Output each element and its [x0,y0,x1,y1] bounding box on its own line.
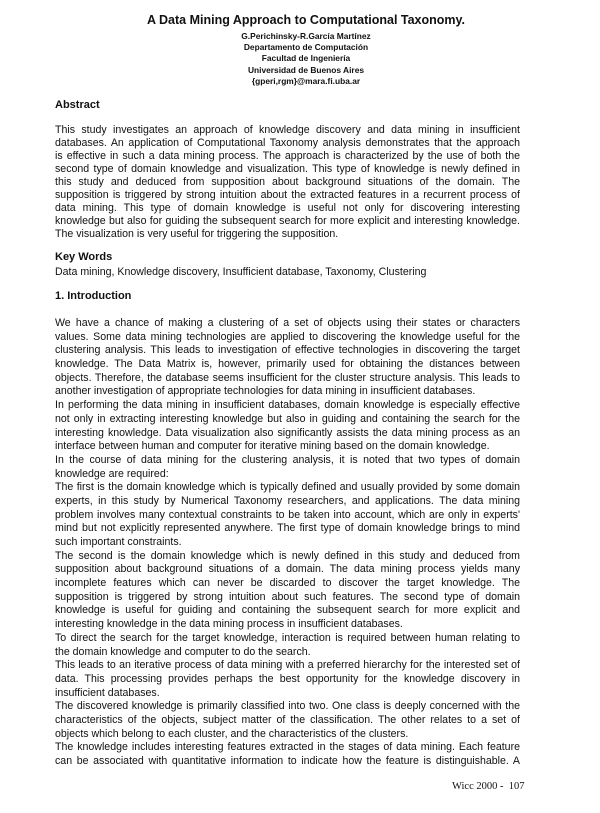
text-line: second type of domain knowledge and visualization. This type of knowledge is newly defined in [55,163,520,175]
text-line: not only in extracting interesting knowledge but also in guiding and containing the search for the [55,412,520,425]
page-number: 107 [508,781,525,792]
text-line: knowledge is useful for guiding and containing the subsequent search for more explicit and [55,604,520,617]
author-block [0,31,600,87]
text-line: The visualization is very useful for triggering the supposition. [55,228,339,240]
text-line: interesting knowledge in the data mining process in insufficient databases. [55,618,403,631]
text-line: The discovered knowledge is primarily classified into two. One class is deeply concerned with the [55,700,520,713]
introduction-heading: 1. Introduction [55,290,132,302]
text-line: supposition is triggered by strong intuition about the extracted features in a recurrent process of [55,189,520,201]
text-line: insufficient databases. [55,686,160,699]
text-line: This leads to an iterative process of data mining with a preferred hierarchy for the interested set of [55,659,520,672]
text-line: supposition is triggered by strong intuition about such features. The second type of domain [55,590,520,603]
text-line: clustering analysis. This leads to investigation of effective technologies in discovering the target [55,344,520,357]
text-line: problem involves many contextual constraints to be taken into account, which are only in experts' [55,508,520,521]
keywords-list: Data mining, Knowledge discovery, Insufficient database, Taxonomy, Clustering [55,266,427,278]
keywords-heading: Key Words [55,251,113,263]
text-line: supposition about background situations of a domain. The data mining process yields many [55,563,520,576]
abstract-heading: Abstract [55,99,100,111]
text-line: This study investigates an approach of knowledge discovery and data mining in insufficient [55,124,520,136]
text-line: incomplete features which can never be discarded to discover the target knowledge. The [55,577,520,590]
author-names: G.Perichinsky-R.García Martínez [241,31,371,41]
text-line: The knowledge includes interesting features extracted in the stages of data mining. Each feature [55,741,520,754]
text-line: this study and deduced from supposition about background situations of the domain. The [55,176,520,188]
paper-title: A Data Mining Approach to Computational Taxonomy. [146,13,466,27]
text-line: data. This processing provides perhaps the best opportunity for the knowledge discovery in [55,672,520,685]
text-line: The second is the domain knowledge which is newly defined in this study and deduced from [55,549,520,562]
text-line: interesting knowledge. Data visualization also significantly assists the data mining process as an [55,426,520,439]
text-line: such important constraints. [55,536,182,548]
text-line: knowledge but also for guiding the subsequent search for more explicit and interesting knowledge. [55,215,520,227]
page-footer [452,781,524,792]
text-line: experts, in this study by Numerical Taxonomy researchers, and applications. The data mining [55,494,520,507]
author-faculty: Facultad de Ingeniería [261,53,351,64]
text-line: databases. An application of Computational Taxonomy analysis demonstrates that the approach [55,137,520,149]
text-line: mind but not explicitly represented anywhere. The first type of domain knowledge brings to mind [55,522,520,535]
text-line: can be associated with quantitative information to indicate how the feature is distinguishable. A [55,755,520,767]
text-line: knowledge are required: [55,467,169,480]
text-line: characteristics of the objects, subject matter of the classification. The other relates to a set of [55,713,520,726]
abstract-body [55,124,520,241]
text-line: The first is the domain knowledge which is typically defined and usually provided by some domain [55,481,520,494]
text-line: interface between human and computer for iterative mining based on the domain knowledge. [55,440,490,453]
text-line: In performing the data mining in insufficient databases, domain knowledge is especially effective [55,399,520,412]
text-line: In the course of data mining for the clustering analysis, it is noted that two types of domain [55,453,520,466]
text-line: is effective in such a data mining process. The approach is characterized by the use of both the [55,150,520,162]
text-line: objects which belong to each cluster, and the characteristics of the clusters. [55,727,409,740]
author-university: Universidad de Buenos Aires [247,64,365,75]
text-line: knowledge. The Data Matrix is, however, primarily used for obtaining the distances between [55,358,520,371]
text-line: another investigation of appropriate technologies for data mining in insufficient databases. [55,385,476,398]
introduction-body [55,317,520,769]
author-email: {gperi,rgm}@mara.fi.uba.ar [251,75,361,86]
conference-label: Wicc 2000 - [452,781,504,792]
text-line: values. Some data mining technologies are applied to discovering the knowledge useful for the [55,330,520,343]
author-department: Departamento de Computación [243,42,369,53]
text-line: objects. Therefore, the database seems insufficient for the cluster structure analysis. This leads to [55,371,520,384]
text-line: the domain knowledge and computer to do the search. [55,645,311,658]
text-line: We have a chance of making a clustering of a set of objects using their states or characters [55,317,520,329]
text-line: To direct the search for the target knowledge, interaction is required between human relating to [55,631,520,644]
text-line: data mining. This type of domain knowledge is useful not only for discovering interesting [55,202,520,214]
